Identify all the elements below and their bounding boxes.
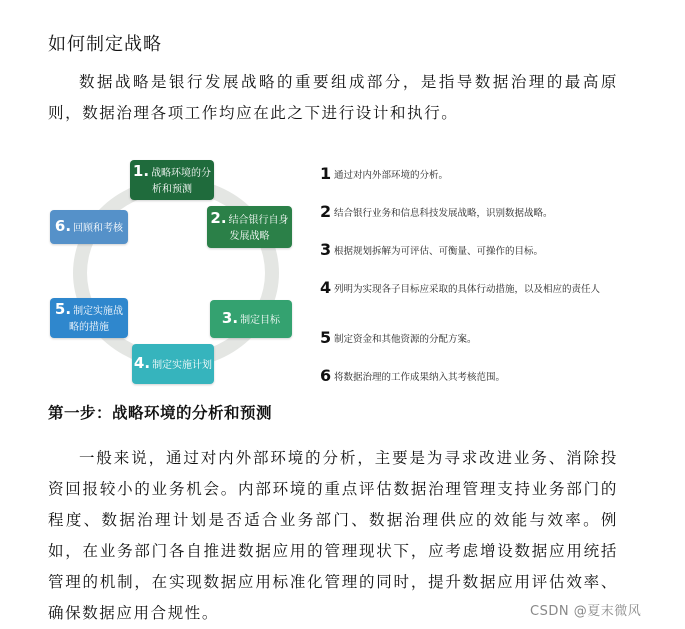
watermark: CSDN @夏末微风 <box>530 604 642 619</box>
cycle-step-label: 战略环境的分析和预测 <box>151 167 212 195</box>
cycle-step-label: 制定实施计划 <box>152 359 213 371</box>
strategy-cycle-diagram <box>50 160 300 386</box>
cycle-step-5 <box>50 298 128 338</box>
step-detail-3 <box>320 242 620 258</box>
cycle-step-4 <box>132 344 214 384</box>
step-detail-text: 结合银行业务和信息科技发展战略，识别数据战略。 <box>334 208 553 219</box>
step-detail-1 <box>320 166 620 182</box>
page-title: 如何制定战略 <box>48 34 162 55</box>
cycle-step-3 <box>210 300 292 338</box>
step-detail-text: 制定资金和其他资源的分配方案。 <box>334 334 477 345</box>
section-heading: 第一步：战略环境的分析和预测 <box>48 404 273 422</box>
step-detail-number: 4 <box>320 278 332 297</box>
cycle-step-6 <box>50 210 128 244</box>
step-detail-text: 通过对内外部环境的分析。 <box>334 170 449 181</box>
step-detail-number: 1 <box>320 164 332 183</box>
step-detail-number: 5 <box>320 328 332 347</box>
intro-paragraph: 数据战略是银行发展战略的重要组成部分，是指导数据治理的最高原则，数据治理各项工作均应在此之下进行设计和执行。 <box>48 73 618 122</box>
cycle-step-2 <box>207 206 292 248</box>
cycle-step-number: 3. <box>221 308 239 327</box>
step-detail-6 <box>320 368 620 384</box>
cycle-step-number: 5. <box>54 299 72 318</box>
cycle-step-number: 6. <box>54 216 72 235</box>
step-detail-5 <box>320 330 620 346</box>
cycle-step-number: 4. <box>133 353 151 372</box>
cycle-step-label: 回顾和考核 <box>73 222 124 234</box>
step-detail-2 <box>320 204 620 220</box>
step-detail-number: 3 <box>320 240 332 259</box>
step-detail-text: 将数据治理的工作成果纳入其考核范围。 <box>334 372 506 383</box>
cycle-step-number: 2. <box>210 208 227 227</box>
step-detail-text: 根据规划拆解为可评估、可衡量、可操作的目标。 <box>334 246 544 257</box>
step-detail-number: 2 <box>320 202 332 221</box>
cycle-step-label: 制定实施战略的措施 <box>69 305 124 333</box>
step-detail-number: 6 <box>320 366 332 385</box>
cycle-step-1 <box>130 160 214 200</box>
cycle-step-label: 制定目标 <box>240 314 281 326</box>
step-detail-4 <box>320 280 620 296</box>
step1-paragraph: 一般来说，通过对内外部环境的分析，主要是为寻求改进业务、消除投资回报较小的业务机会。内部环境的重点评估数据治理管理支持业务部门的程度、数据治理计划是否适合业务部门、数据治理供应的效能与效率。例如，在业务部门各自推进数据应用的管理现状下，应考虑增设数据应用统括管理的机制，在实现数据应用标准化管理的同时，提升数据应用评估效率、确保数据应用合规性。 <box>48 449 618 622</box>
cycle-step-number: 1. <box>132 161 150 180</box>
step-detail-text: 列明为实现各子目标应采取的具体行动措施，以及相应的责任人 <box>334 284 601 295</box>
cycle-step-label: 结合银行自身发展战略 <box>228 214 289 242</box>
